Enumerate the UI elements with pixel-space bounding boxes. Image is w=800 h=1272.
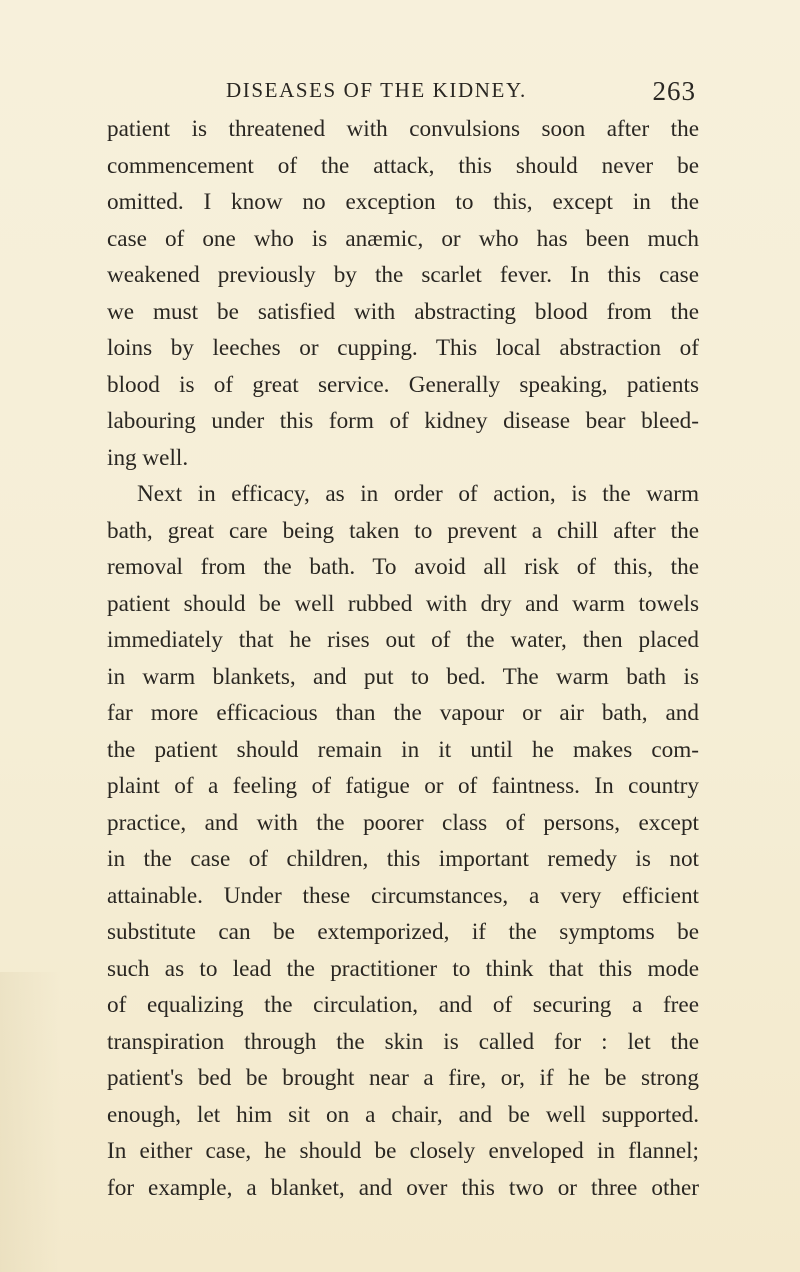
text-line: commencement of the attack, this should never be [107, 152, 699, 179]
text-line: patient should be well rubbed with dry and warm towels [107, 590, 699, 617]
text-line: we must be satisfied with abstracting blood from the [107, 298, 699, 325]
text-line: case of one who is anæmic, or who has been much [107, 225, 699, 252]
text-line: far more efficacious than the vapour or air bath, and [107, 700, 699, 726]
page-number: 263 [652, 76, 696, 106]
page-fold-shadow [0, 972, 60, 1272]
text-line: in the case of children, this important remedy is not [107, 846, 699, 872]
text-line: weakened previously by the scarlet fever. In this case [107, 262, 699, 288]
text-line: in warm blankets, and put to bed. The warm bath is [107, 663, 699, 690]
text-line: In either case, he should be closely enveloped in flannel; [107, 1138, 699, 1164]
text-line: for example, a blanket, and over this two or three other [107, 1174, 699, 1201]
text-line: transpiration through the skin is called for : let the [107, 1028, 699, 1055]
text-line: ing well. [107, 444, 189, 471]
text-line: bath, great care being taken to prevent a chill after the [107, 517, 699, 544]
text-line: labouring under this form of kidney disease bear bleed- [107, 408, 699, 434]
text-line: loins by leeches or cupping. This local abstraction of [107, 335, 699, 361]
text-line: enough, let him sit on a chair, and be well supported. [107, 1101, 699, 1128]
text-line: substitute can be extemporized, if the symptoms be [107, 919, 699, 945]
text-line: the patient should remain in it until he makes com- [107, 736, 699, 763]
running-head [226, 78, 696, 112]
text-line: plaint of a feeling of fatigue or of faintness. In country [107, 773, 699, 799]
text-line: immediately that he rises out of the water, then placed [107, 627, 699, 653]
text-line: removal from the bath. To avoid all risk of this, the [107, 554, 699, 580]
running-title: DISEASES OF THE KIDNEY. [226, 78, 527, 102]
text-line: attainable. Under these circumstances, a very efficient [107, 882, 699, 909]
paragraph-start-line: Next in efficacy, as in order of action, is the warm [137, 481, 699, 507]
text-line: such as to lead the practitioner to think that this mode [107, 955, 699, 982]
text-line: of equalizing the circulation, and of securing a free [107, 992, 699, 1018]
text-line: practice, and with the poorer class of persons, except [107, 809, 699, 836]
text-line: omitted. I know no exception to this, except in the [107, 189, 699, 215]
text-line: patient's bed be brought near a fire, or, if he be strong [107, 1065, 699, 1091]
text-line: patient is threatened with convulsions soon after the [107, 116, 699, 142]
body-text [107, 111, 699, 1206]
text-line: blood is of great service. Generally speaking, patients [107, 371, 699, 398]
